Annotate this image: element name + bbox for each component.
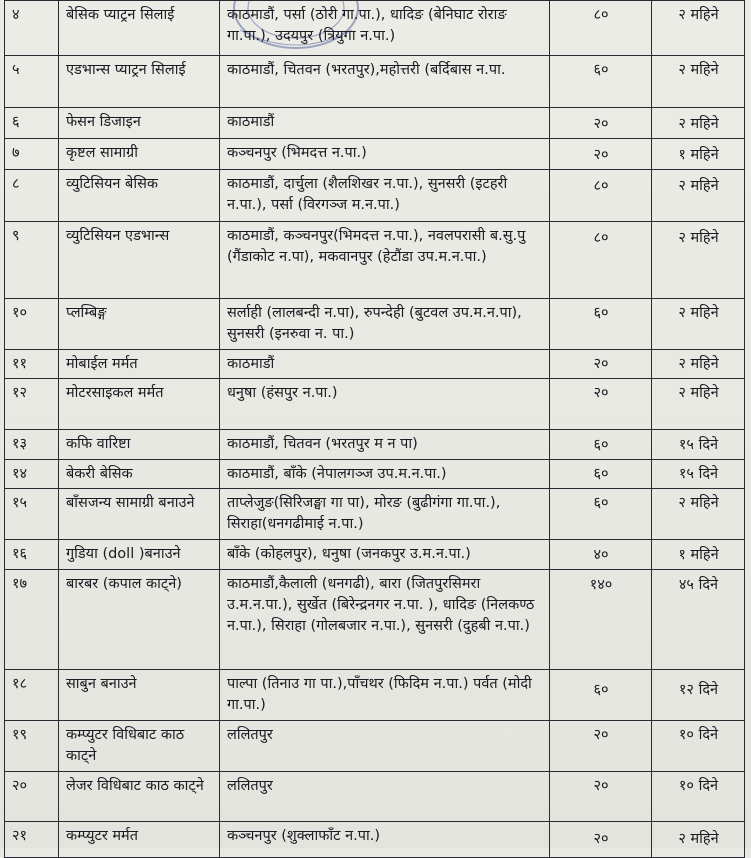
course-name: कफि वारिष्टा [59, 430, 220, 460]
training-duration: २ महिने [652, 822, 745, 858]
table-row [5, 299, 745, 350]
participant-count: २० [550, 822, 652, 858]
course-name: गुडिया (doll )बनाउने [59, 540, 220, 570]
training-location: धनुषा (हंसपुर न.पा.) [220, 379, 550, 430]
course-name: बेसिक प्याट्रन सिलाई [59, 1, 220, 56]
table-row [5, 489, 745, 540]
serial-number: १० [5, 299, 59, 350]
serial-number: ५ [5, 56, 59, 108]
training-location: ललितपुर [220, 721, 550, 772]
participant-count: २० [550, 772, 652, 822]
serial-number: १४ [5, 460, 59, 489]
serial-number: १९ [5, 721, 59, 772]
serial-number: ८ [5, 170, 59, 222]
course-name: व्युटिसियन बेसिक [59, 170, 220, 222]
training-location: काठमाडौं, चितवन (भरतपुर),महोत्तरी (बर्दिबास न.पा. [220, 56, 550, 108]
participant-count: ८० [550, 222, 652, 299]
course-name: प्लम्बिङ्ग [59, 299, 220, 350]
participant-count: २० [550, 108, 652, 139]
training-duration: २ महिने [652, 222, 745, 299]
training-duration: १० दिने [652, 772, 745, 822]
table-row [5, 108, 745, 139]
training-location: कञ्चनपुर (भिमदत्त न.पा.) [220, 139, 550, 170]
training-location: काठमाडौं,कैलाली (धनगढी), बारा (जितपुरसिमरा उ.म.न.पा.), सुर्खेत (बिरेन्द्रनगर न.पा. ), धादिङ (निलकण्ठ न.पा.), सिराहा (गोलबजार न.पा.), सुनसरी (दुहबी न.पा.) [220, 570, 550, 670]
table-row [5, 721, 745, 772]
participant-count: ६० [550, 56, 652, 108]
training-location: काठमाडौं [220, 108, 550, 139]
participant-count: ६० [550, 460, 652, 489]
table-row [5, 670, 745, 721]
serial-number: ६ [5, 108, 59, 139]
training-duration: १० दिने [652, 721, 745, 772]
serial-number: १७ [5, 570, 59, 670]
serial-number: २० [5, 772, 59, 822]
course-name: बेकरी बेसिक [59, 460, 220, 489]
table-row [5, 56, 745, 108]
training-duration: २ महिने [652, 1, 745, 56]
participant-count: २० [550, 721, 652, 772]
participant-count: २० [550, 139, 652, 170]
serial-number: २१ [5, 822, 59, 858]
participant-count: ८० [550, 170, 652, 222]
training-duration: २ महिने [652, 379, 745, 430]
course-name: कृष्टल सामाग्री [59, 139, 220, 170]
training-location: काठमाडौं, बाँके (नेपालगञ्ज उप.म.न.पा.) [220, 460, 550, 489]
course-name: फेसन डिजाइन [59, 108, 220, 139]
table-row [5, 430, 745, 460]
serial-number: ११ [5, 350, 59, 379]
training-duration: १५ दिने [652, 430, 745, 460]
training-location: ललितपुर [220, 772, 550, 822]
training-location: काठमाडौं [220, 350, 550, 379]
course-name: मोटरसाइकल मर्मत [59, 379, 220, 430]
training-location: पाल्पा (तिनाउ गा पा.),पाँचथर (फिदिम न.पा.) पर्वत (मोदी गा.पा.) [220, 670, 550, 721]
course-name: व्युटिसियन एडभान्स [59, 222, 220, 299]
participant-count: ६० [550, 489, 652, 540]
participant-count: ८० [550, 1, 652, 56]
serial-number: ९ [5, 222, 59, 299]
serial-number: १६ [5, 540, 59, 570]
course-name: कम्प्युटर विधिबाट काठ काट्ने [59, 721, 220, 772]
training-duration: ४५ दिने [652, 570, 745, 670]
training-duration: १ महिने [652, 540, 745, 570]
course-name: एडभान्स प्याट्रन सिलाई [59, 56, 220, 108]
training-location: बाँके (कोहलपुर), धनुषा (जनकपुर उ.म.न.पा.) [220, 540, 550, 570]
training-duration: २ महिने [652, 108, 745, 139]
table-row [5, 822, 745, 858]
training-duration: २ महिने [652, 170, 745, 222]
serial-number: १५ [5, 489, 59, 540]
training-duration: १२ दिने [652, 670, 745, 721]
training-location: काठमाडौं, कञ्चनपुर(भिमदत्त न.पा.), नवलपरासी ब.सु.पु (गैंडाकोट न.पा), मकवानपुर (हेटौंडा उप.म.न.पा.) [220, 222, 550, 299]
training-duration: २ महिने [652, 489, 745, 540]
course-name: साबुन बनाउने [59, 670, 220, 721]
table-row [5, 222, 745, 299]
participant-count: ४० [550, 540, 652, 570]
participant-count: २० [550, 350, 652, 379]
training-location: कञ्चनपुर (शुक्लाफाँट न.पा.) [220, 822, 550, 858]
serial-number: १३ [5, 430, 59, 460]
training-duration: १५ दिने [652, 460, 745, 489]
participant-count: १४० [550, 570, 652, 670]
training-location: काठमाडौं, पर्सा (ठोरी गा.पा.), धादिङ (बेनिघाट रोराङ गा.पा.), उदयपुर (त्रियुगा न.पा.) [220, 1, 550, 56]
serial-number: १२ [5, 379, 59, 430]
participant-count: २० [550, 379, 652, 430]
participant-count: ६० [550, 670, 652, 721]
training-location: सर्लाही (लालबन्दी न.पा), रुपन्देही (बुटवल उप.म.न.पा), सुनसरी (इनरुवा न. पा.) [220, 299, 550, 350]
training-location: काठमाडौं, चितवन (भरतपुर म न पा) [220, 430, 550, 460]
training-duration: २ महिने [652, 56, 745, 108]
course-name: मोबाईल मर्मत [59, 350, 220, 379]
table-row [5, 379, 745, 430]
table-row [5, 460, 745, 489]
table-row [5, 350, 745, 379]
training-schedule-table [4, 0, 745, 858]
participant-count: ६० [550, 299, 652, 350]
training-duration: २ महिने [652, 350, 745, 379]
training-duration: २ महिने [652, 299, 745, 350]
course-name: कम्प्युटर मर्मत [59, 822, 220, 858]
serial-number: १८ [5, 670, 59, 721]
course-name: लेजर विधिबाट काठ काट्ने [59, 772, 220, 822]
table-row [5, 570, 745, 670]
serial-number: ७ [5, 139, 59, 170]
table-row [5, 170, 745, 222]
table-row [5, 540, 745, 570]
table-row [5, 772, 745, 822]
course-name: बाँसजन्य सामाग्री बनाउने [59, 489, 220, 540]
course-name: बारबर (कपाल काट्ने) [59, 570, 220, 670]
table-row [5, 1, 745, 56]
serial-number: ४ [5, 1, 59, 56]
training-duration: १ महिने [652, 139, 745, 170]
training-location: काठमाडौं, दार्चुला (शैलशिखर न.पा.), सुनसरी (इटहरी न.पा.), पर्सा (विरगञ्ज म.न.पा.) [220, 170, 550, 222]
participant-count: ६० [550, 430, 652, 460]
table-row [5, 139, 745, 170]
training-location: ताप्लेजुङ(सिरिजङ्घा गा पा), मोरङ (बुढीगंगा गा.पा.), सिराहा(धनगढीमाई न.पा.) [220, 489, 550, 540]
